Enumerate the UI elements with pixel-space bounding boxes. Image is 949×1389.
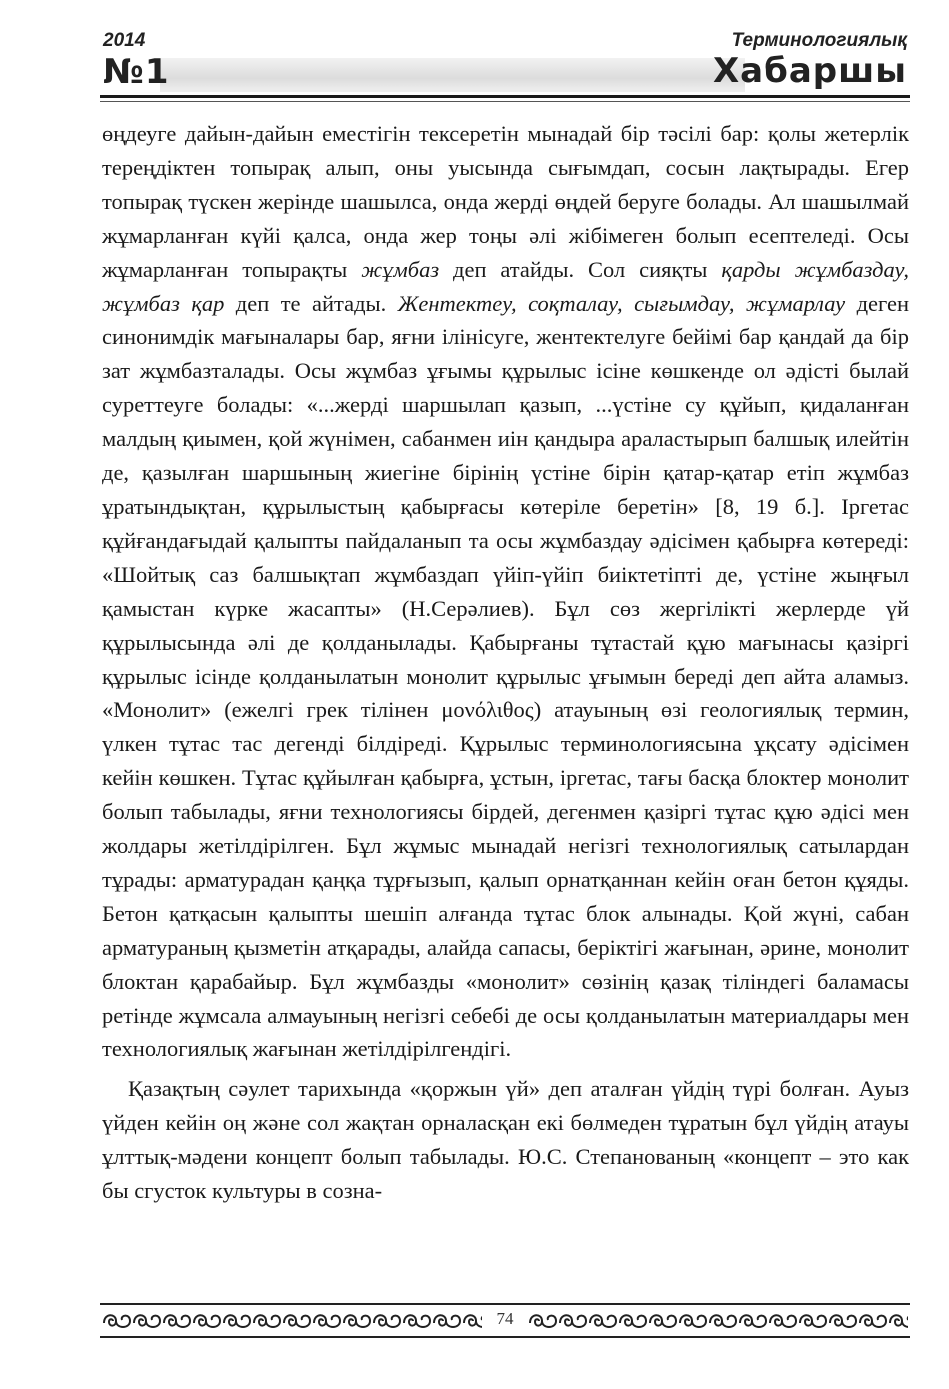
year: 2014: [103, 30, 146, 51]
page-number: 74: [496, 1309, 514, 1328]
text-run: деген синонимдік мағыналары бар, яғни ілінісуге, жентектелуге бейімі бар қандай да бір зат жұмбазталады. Осы жұмбаз ұғымы құрылыс ісіне көшкенде ол әдісті былай суреттеуге болады: «...жерді шаршылап қазып, ...үстіне су құйып, қидаланған малдың қиымен, қой жүнімен, сабанмен иін қандыра араластырып балшық илейтін де, қазылған шаршының жиегіне бірінің үстіне бірін қатар-қатар етіп жұмбаз ұратындықтан, құрылыстың қабырғасы көтеріле беретін» [8, 19 б.]. Іргетас құйғандағыдай қалыпты пайдаланып та осы жұмбаздау әдісімен қабырға көтереді: «Шойтық саз балшықтап жұмбаздап үйіп-үйіп биіктетіпті де, үстіне жыңғыл қамыстан күрке жасапты» (Н.Серәлиев). Бұл сөз жергілікті жерлерде үй құрылысында әлі де қолданылады. Қабырғаны тұтастай құю мағынасы қазіргі құрылыс ісінде қолданылатын монолит құрылыс ұғымын береді деп айта аламыз. «Монолит» (ежелгі грек тілінен μονόλιθος) атауының өзі геологиялық термин, үлкен тұтас тас дегенді білдіреді. Құрылыс терминологиясына ұқсату әдісімен кейін көшкен. Тұтас құйылған қабырға, ұстын, іргетас, тағы басқа блоктер монолит болып табылады, яғни технологиясы бірдей, дегенмен қазіргі тұтас құю әдісі мен жолдары жетілдірілген. Бұл жұмыс мынадай негізгі технологиялық сатылардан тұрады: арматурадан қаңқа тұрғызып, қалып орнатқаннан кейін оған бетон құяды. Бетон қатқасын қалыпты шешіп алғанда тұтас блок алынады. Қой жүні, сабан арматураның қызметін атқарады, алайда сапасы, беріктігі жағынан, әрине, монолит блоктан қарабайыр. Бұл жұмбазды «монолит» сөзінің қазақ тіліндегі баламасы ретінде жұмсала алмауының негізгі себебі де осы қолданылатын материалдары мен технологиялық жағынан жетілдірілгендігі.: [102, 290, 909, 1062]
page-footer: [100, 1303, 910, 1339]
italic-term: Жентектеу, соқталау, сығымдау, жұмарлау: [397, 290, 846, 316]
ornament-right-icon: [528, 1309, 908, 1333]
footer-rule-bottom: [100, 1336, 910, 1338]
italic-term: қарды жұмбаздау, жұмбаз қар: [102, 256, 909, 316]
header-band: [160, 58, 745, 92]
journal-name-line2: Хабаршы: [712, 51, 907, 91]
paragraph-2: Қазақтың сәулет тарихында «қоржын үй» деп аталған үйдің түрі болған. Ауыз үйден кейін оң және сол жақтан орналасқан екі бөлмеден тұратын бұл үйдің атауы ұлттық-мәдени концепт болып табылады. Ю.С. Степанованың «концепт – это как бы сгусток культуры в созна-: [102, 1076, 909, 1204]
paragraph-1: [102, 117, 909, 1066]
header-rule-thin: [100, 101, 910, 102]
journal-name-line1: Терминологиялық: [731, 30, 907, 51]
ornament-left-icon: [102, 1309, 482, 1333]
header-rule-thick: [100, 95, 910, 98]
footer-rule-top: [100, 1303, 910, 1305]
article-body: [102, 117, 909, 1208]
text-run: деп атайды. Сол сияқты: [439, 256, 722, 282]
italic-term: жұмбаз: [361, 256, 440, 282]
page-header: [0, 0, 949, 120]
issue-number: №1: [103, 52, 170, 92]
text-run: деп те айтады.: [224, 290, 398, 316]
text-run: өңдеуге дайын-дайын еместігін тексеретін мынадай бір тәсілі бар: қолы жетерлік тереңдіктен топырақ алып, оны уысында сығымдап, сосын лақтырады. Егер топырақ түскен жерінде шашылса, онда жерді өңдей беруге болады. Ал шашылмай жұмарланған күйі қалса, онда жер тоңы әлі жібімеген болып есептеледі. Осы жұмарланған топырақты: [102, 121, 909, 282]
